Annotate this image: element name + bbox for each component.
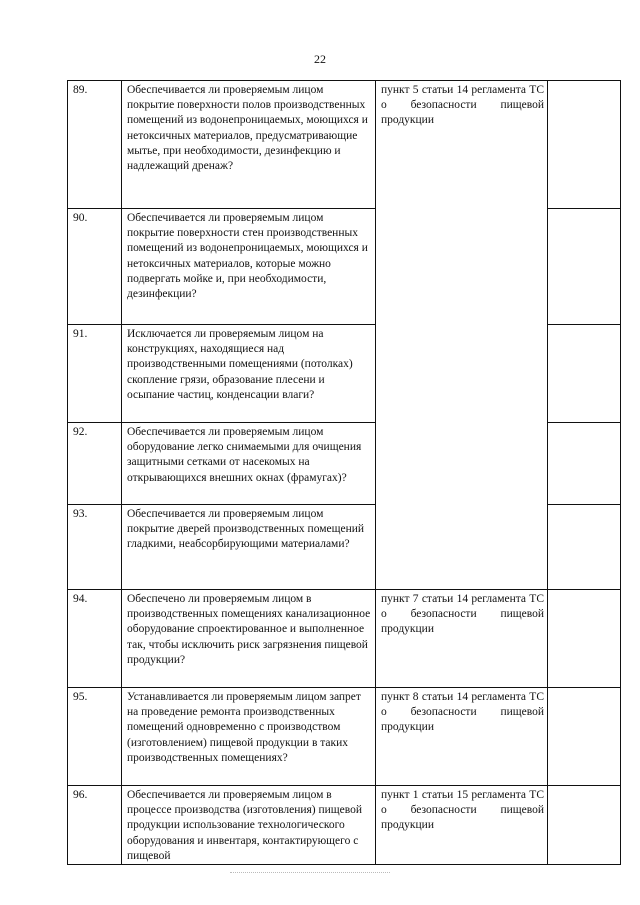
row-number: 90.	[68, 209, 122, 325]
row-number: 93.	[68, 505, 122, 590]
question-cell: Устанавливается ли проверяемым лицом запрет на проведение ремонта производственных помещений одновременно с производством (изготовлением) пищевой продукции в таких производственных помещениях?	[122, 688, 376, 786]
table-row	[68, 590, 621, 688]
empty-cell	[548, 590, 621, 688]
question-cell: Обеспечивается ли проверяемым лицом оборудование легко снимаемыми для очищения защитными сетками от насекомых на открывающихся внешних окнах (фрамугах)?	[122, 423, 376, 505]
question-cell: Обеспечивается ли проверяемым лицом в процессе производства (изготовления) пищевой продукции использование технологического оборудования и инвентаря, контактирующего с пищевой	[122, 786, 376, 865]
scan-artifact	[230, 872, 390, 874]
question-cell: Обеспечено ли проверяемым лицом в производственных помещениях канализационное оборудование спроектированное и выполненное так, чтобы исключить риск загрязнения пищевой продукции?	[122, 590, 376, 688]
page-number: 22	[314, 52, 326, 66]
row-number: 89.	[68, 81, 122, 209]
table-row	[68, 81, 621, 209]
empty-cell	[548, 423, 621, 505]
question-cell: Обеспечивается ли проверяемым лицом покрытие дверей производственных помещений гладкими, неабсорбирующими материалами?	[122, 505, 376, 590]
row-number: 92.	[68, 423, 122, 505]
requirements-table	[67, 80, 621, 865]
table-row	[68, 688, 621, 786]
row-number: 94.	[68, 590, 122, 688]
empty-cell	[548, 209, 621, 325]
question-cell: Исключается ли проверяемым лицом на конструкциях, находящиеся над производственными помещениями (потолках) скопление грязи, образование плесени и осыпание частиц, конденсации влаги?	[122, 325, 376, 423]
reference-cell: пункт 1 статьи 15 регламента ТС о безопасности пищевой продукции	[376, 786, 548, 865]
reference-cell: пункт 5 статьи 14 регламента ТС о безопасности пищевой продукции	[376, 81, 548, 590]
empty-cell	[548, 505, 621, 590]
row-number: 91.	[68, 325, 122, 423]
table-row	[68, 786, 621, 865]
empty-cell	[548, 688, 621, 786]
empty-cell	[548, 786, 621, 865]
empty-cell	[548, 325, 621, 423]
empty-cell	[548, 81, 621, 209]
question-cell: Обеспечивается ли проверяемым лицом покрытие поверхности полов производственных помещений из водонепроницаемых, моющихся и нетоксичных материалов, предусматривающие мытье, при необходимости, дезинфекцию и надлежащий дренаж?	[122, 81, 376, 209]
reference-cell: пункт 8 статьи 14 регламента ТС о безопасности пищевой продукции	[376, 688, 548, 786]
reference-cell: пункт 7 статьи 14 регламента ТС о безопасности пищевой продукции	[376, 590, 548, 688]
row-number: 95.	[68, 688, 122, 786]
row-number: 96.	[68, 786, 122, 865]
question-cell: Обеспечивается ли проверяемым лицом покрытие поверхности стен производственных помещений из водонепроницаемых, моющихся и нетоксичных материалов, которые можно подвергать мойке и, при необходимости, дезинфекции?	[122, 209, 376, 325]
